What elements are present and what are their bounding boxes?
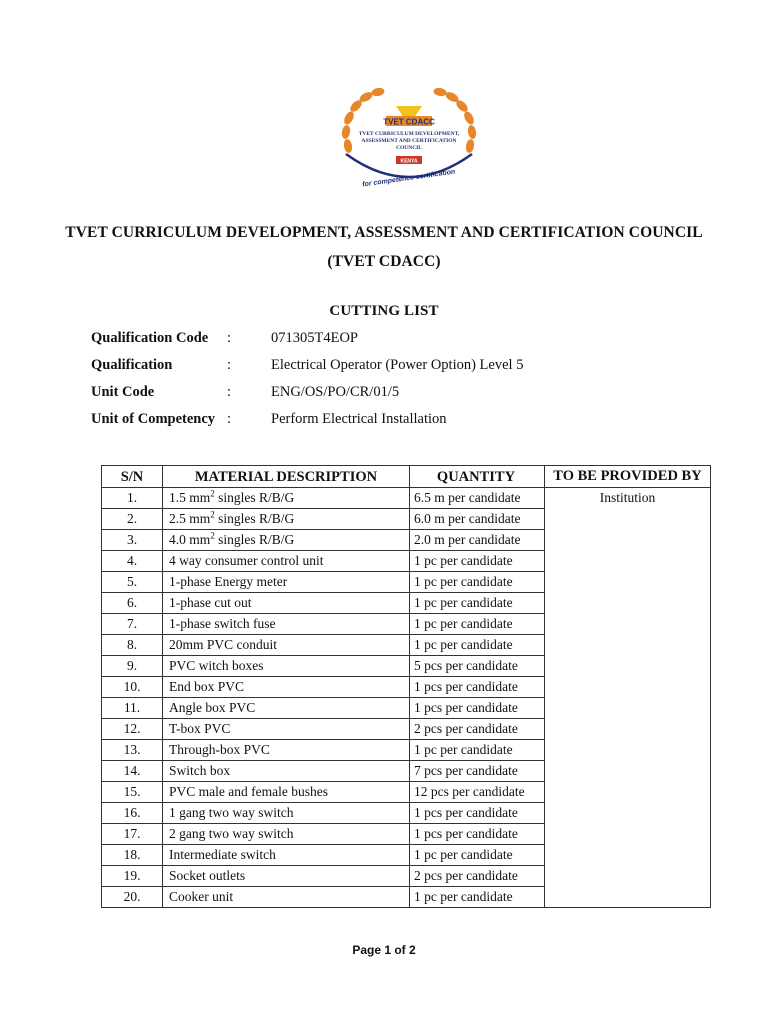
header-sn: S/N <box>102 466 163 488</box>
unit-superscript: 2 <box>210 509 215 520</box>
cell-sn: 15. <box>102 782 163 803</box>
meta-label: Qualification <box>91 357 173 373</box>
cell-material-description: Intermediate switch <box>163 845 410 866</box>
cell-material-description: 4 way consumer control unit <box>163 551 410 572</box>
cell-sn: 8. <box>102 635 163 656</box>
cell-sn: 12. <box>102 719 163 740</box>
logo-motto: for competence certification <box>361 168 456 189</box>
meta-value: Electrical Operator (Power Option) Level 5 <box>271 357 524 373</box>
cell-sn: 19. <box>102 866 163 887</box>
cell-material-description <box>163 509 410 530</box>
cell-material-description: Through-box PVC <box>163 740 410 761</box>
cell-sn: 17. <box>102 824 163 845</box>
meta-value: ENG/OS/PO/CR/01/5 <box>271 384 400 400</box>
cell-sn: 3. <box>102 530 163 551</box>
logo-line-3: COUNCIL <box>396 145 422 151</box>
table-header-row <box>102 466 711 488</box>
cell-sn: 20. <box>102 887 163 908</box>
cell-material-description: 1-phase cut out <box>163 593 410 614</box>
cell-material-description: Switch box <box>163 761 410 782</box>
cutting-list-table <box>101 465 711 908</box>
meta-colon: : <box>227 411 232 427</box>
cell-material-description <box>163 488 410 509</box>
cell-quantity: 1 pcs per candidate <box>410 698 545 719</box>
logo-line-1: TVET CURRICULUM DEVELOPMENT, <box>358 131 460 137</box>
description-text: 4.0 mm <box>169 532 211 547</box>
cell-material-description: 1-phase switch fuse <box>163 614 410 635</box>
meta-colon: : <box>227 384 232 400</box>
cell-quantity: 1 pc per candidate <box>410 551 545 572</box>
cell-quantity: 1 pc per candidate <box>410 845 545 866</box>
header-material-description: MATERIAL DESCRIPTION <box>163 466 410 488</box>
cell-quantity: 1 pc per candidate <box>410 593 545 614</box>
cell-quantity: 1 pcs per candidate <box>410 803 545 824</box>
cell-quantity: 1 pcs per candidate <box>410 677 545 698</box>
meta-label: Unit of Competency <box>91 411 216 427</box>
description-text: 1.5 mm <box>169 490 211 505</box>
meta-label: Qualification Code <box>91 330 209 346</box>
cell-sn: 7. <box>102 614 163 635</box>
cell-quantity: 1 pc per candidate <box>410 572 545 593</box>
cell-quantity: 2 pcs per candidate <box>410 866 545 887</box>
cell-quantity: 1 pc per candidate <box>410 614 545 635</box>
meta-value: 071305T4EOP <box>271 330 358 346</box>
cell-sn: 6. <box>102 593 163 614</box>
meta-colon: : <box>227 357 232 373</box>
cell-material-description: 20mm PVC conduit <box>163 635 410 656</box>
cell-material-description: Angle box PVC <box>163 698 410 719</box>
description-text: singles R/B/G <box>214 532 295 547</box>
document-title: CUTTING LIST <box>329 303 439 319</box>
cell-material-description: PVC male and female bushes <box>163 782 410 803</box>
cell-sn: 11. <box>102 698 163 719</box>
cell-quantity: 6.5 m per candidate <box>410 488 545 509</box>
cell-sn: 10. <box>102 677 163 698</box>
cell-sn: 16. <box>102 803 163 824</box>
cell-quantity: 1 pc per candidate <box>410 740 545 761</box>
cell-provided-by: Institution <box>545 488 711 908</box>
cell-material-description: Cooker unit <box>163 887 410 908</box>
org-name: TVET CURRICULUM DEVELOPMENT, ASSESSMENT AND CERTIFICATION COUNCIL <box>65 224 703 241</box>
logo-line-2: ASSESSMENT AND CERTIFICATION <box>361 138 457 144</box>
cell-material-description: Socket outlets <box>163 866 410 887</box>
cell-material-description: 1-phase Energy meter <box>163 572 410 593</box>
cell-material-description: T-box PVC <box>163 719 410 740</box>
unit-superscript: 2 <box>210 530 215 541</box>
cell-sn: 2. <box>102 509 163 530</box>
org-abbreviation: (TVET CDACC) <box>327 253 441 270</box>
tvet-cdacc-logo <box>334 88 484 192</box>
cell-sn: 14. <box>102 761 163 782</box>
cell-quantity: 12 pcs per candidate <box>410 782 545 803</box>
cell-material-description: PVC witch boxes <box>163 656 410 677</box>
page-number: Page 1 of 2 <box>352 943 416 957</box>
header-quantity: QUANTITY <box>410 466 545 488</box>
cell-quantity: 1 pc per candidate <box>410 887 545 908</box>
description-text: singles R/B/G <box>214 490 295 505</box>
cell-material-description <box>163 530 410 551</box>
cell-quantity: 2 pcs per candidate <box>410 719 545 740</box>
cell-sn: 5. <box>102 572 163 593</box>
header-to-be-provided-by: TO BE PROVIDED BY <box>545 466 711 488</box>
meta-value: Perform Electrical Installation <box>271 411 447 427</box>
cell-material-description: 2 gang two way switch <box>163 824 410 845</box>
cell-quantity: 5 pcs per candidate <box>410 656 545 677</box>
unit-superscript: 2 <box>210 488 215 499</box>
description-text: 2.5 mm <box>169 511 211 526</box>
cell-material-description: 1 gang two way switch <box>163 803 410 824</box>
meta-colon: : <box>227 330 232 346</box>
cell-sn: 9. <box>102 656 163 677</box>
cell-quantity: 1 pcs per candidate <box>410 824 545 845</box>
cell-sn: 13. <box>102 740 163 761</box>
logo-country: KENYA <box>400 158 418 165</box>
table-row <box>102 488 711 509</box>
cell-quantity: 1 pc per candidate <box>410 635 545 656</box>
cell-sn: 4. <box>102 551 163 572</box>
cell-quantity: 6.0 m per candidate <box>410 509 545 530</box>
cell-quantity: 2.0 m per candidate <box>410 530 545 551</box>
meta-label: Unit Code <box>91 384 155 400</box>
logo-name: TVET CDACC <box>383 117 435 127</box>
cell-quantity: 7 pcs per candidate <box>410 761 545 782</box>
cell-sn: 18. <box>102 845 163 866</box>
cell-material-description: End box PVC <box>163 677 410 698</box>
description-text: singles R/B/G <box>214 511 295 526</box>
cell-sn: 1. <box>102 488 163 509</box>
